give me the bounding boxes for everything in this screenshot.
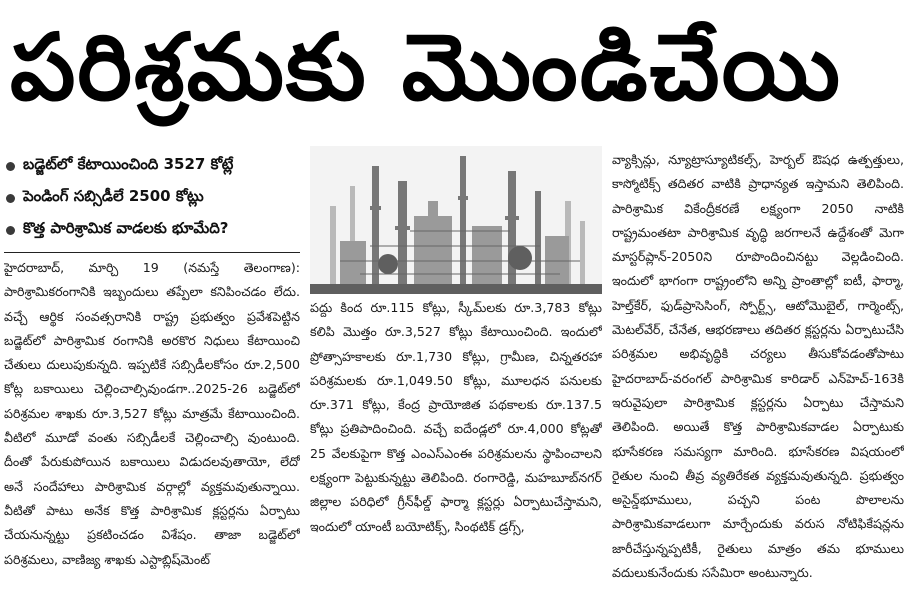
article-column-3: వ్యాక్సిన్లు, న్యూట్రాస్యూటికల్స్, హెర్బల్ ఔషధ ఉత్పత్తులు, కాస్మోటిక్స్ తదితర వాటికి ప్రాధాన్యత ఇస్తామని తెలిపింది. పారిశ్రామిక వికేంద్రీకరణే లక్ష్యంగా 2050 నాటికి రాష్ట్రమంతటా పారిశ్రామిక వృద్ధి జరగాలనే ఉద్దేశంతో మెగా మాస్టర్‌ప్లాన్-2050ని రూపొందించినట్టు వెల్లడించింది. ఇందులో భాగంగా రాష్ట్రంలోని అన్ని ప్రాంతాల్లో ఐటీ, ఫార్మా, హెల్త్‌కేర్, ఫుడ్‌ప్రాసెసింగ్, స్పోర్ట్స్, ఆటోమొబైల్, గార్మెంట్స్, మెటల్‌వేర్, చేనేత, ఆభరణాలు తదితర క్లస్టర్లను ఏర్పాటుచేసి పరిశ్రమల అభివృద్ధికి చర్యలు తీసుకోవడంతోపాటు హైదరాబాద్-వరంగల్ పారిశ్రామిక కారిడార్ ఎన్‌హెచ్-163కి ఇరువైపులా పారిశ్రామిక క్లస్టర్లను ఏర్పాటు చేస్తామని తెలిపింది. అయితే కొత్త పారిశ్రామికవాడల ఏర్పాటుకు భూసేకరణ సమస్యగా మారింది. భూసేకరణ విషయంలో రైతుల నుంచి తీవ్ర వ్యతిరేకత వ్యక్తమవుతున్నది. ప్రభుత్వం అసైన్డ్‌భూములు, పచ్చని పంట పొలాలను పారిశ్రామికవాడలుగా మార్చేందుకు వరుస నోటిఫికేషన్లను జారీచేస్తున్నప్పటికీ, రైతులు మాత్రం తమ భూములు వదులుకునేందుకు ససేమిరా అంటున్నారు. (612, 152, 904, 581)
headline: పరిశ్రమకు మొండిచేయి (10, 14, 842, 121)
bullet-dot-icon (6, 226, 15, 235)
highlight-item (4, 182, 300, 214)
article-column-2: పద్దు కింద రూ.115 కోట్లు, స్కీమ్‌లకు రూ.3,783 కోట్లు కలిపి మొత్తం రూ.3,527 కోట్లు కేటాయించింది. ఇందులో ప్రోత్సాహకాలకు రూ.1,730 కోట్లు, గ్రామీణ, చిన్నతరహా పరిశ్రమలకు రూ.1,049.50 కోట్లు, మూలధన పనులకు రూ.371 కోట్లు, కేంద్ర ప్రాయోజిత పథకాలకు రూ.137.5 కోట్లు ప్రతిపాదించింది. వచ్చే ఐదేండ్లలో రూ.4,000 కోట్లతో 25 వేలకుపైగా కొత్త ఎంఎస్‌ఎంఈ పరిశ్రమలను స్థాపించాలని లక్ష్యంగా పెట్టుకున్నట్టు తెలిపింది. రంగారెడ్డి, మహబూబ్‌నగర్ జిల్లాల పరిధిలో గ్రీన్‌ఫీల్డ్ ఫార్మా క్లస్టర్లు ఏర్పాటుచేస్తామని, ఇందులో యాంటీ బయోటిక్స్, సింథటిక్ డ్రగ్స్, (310, 300, 602, 534)
article-column-1: హైదరాబాద్, మార్చి 19 (నమస్తే తెలంగాణ): పారిశ్రామికరంగానికి ఇబ్బందులు తప్పేలా కనిపించడం లేదు. వచ్చే ఆర్థిక సంవత్సరానికి రాష్ట్ర ప్రభుత్వం ప్రవేశపెట్టిన బడ్జెట్‌లో పారిశ్రామిక రంగానికి అరకొర నిధులు కేటాయించి చేతులు దులుపుకున్నది. ఇప్పటికే సబ్సిడీలకోసం రూ.2,500 కోట్ల బకాయిలు చెల్లించాల్సివుండగా..2025-26 బడ్జెట్‌లో పరిశ్రమల శాఖకు రూ.3,527 కోట్లు మాత్రమే కేటాయించింది. వీటిలో మూడో వంతు సబ్సిడీలకే చెల్లించాల్సి వుంటుంది. దీంతో పేరుకుపోయిన బకాయిలు విడుదలవుతాయో, లేదో అనే సందేహాలు పారిశ్రామిక వర్గాల్లో వ్యక్తమవుతున్నాయి. వీటితో పాటు అనేక కొత్త పారిశ్రామిక క్లస్టర్లను ఏర్పాటు చేయనున్నట్టు ప్రకటించడం విశేషం. తాజా బడ్జెట్‌లో పరిశ్రమలు, వాణిజ్య శాఖకు ఎస్టాబ్లిష్‌మెంట్ (4, 260, 300, 567)
section-divider (4, 252, 300, 253)
bullet-dot-icon (6, 162, 15, 171)
highlight-item (4, 150, 300, 182)
highlight-item (4, 214, 300, 246)
refinery-illustration (310, 146, 602, 294)
refinery-image (310, 146, 602, 294)
highlights-box (4, 150, 300, 246)
bullet-dot-icon (6, 194, 15, 203)
highlight-text: కొత్త పారిశ్రామిక వాడలకు భూమేది? (23, 219, 229, 237)
highlight-text: బడ్జెట్‌లో కేటాయించింది 3527 కోట్లే (23, 155, 234, 173)
highlight-text: పెండింగ్ సబ్సిడీలే 2500 కోట్లు (23, 187, 204, 205)
